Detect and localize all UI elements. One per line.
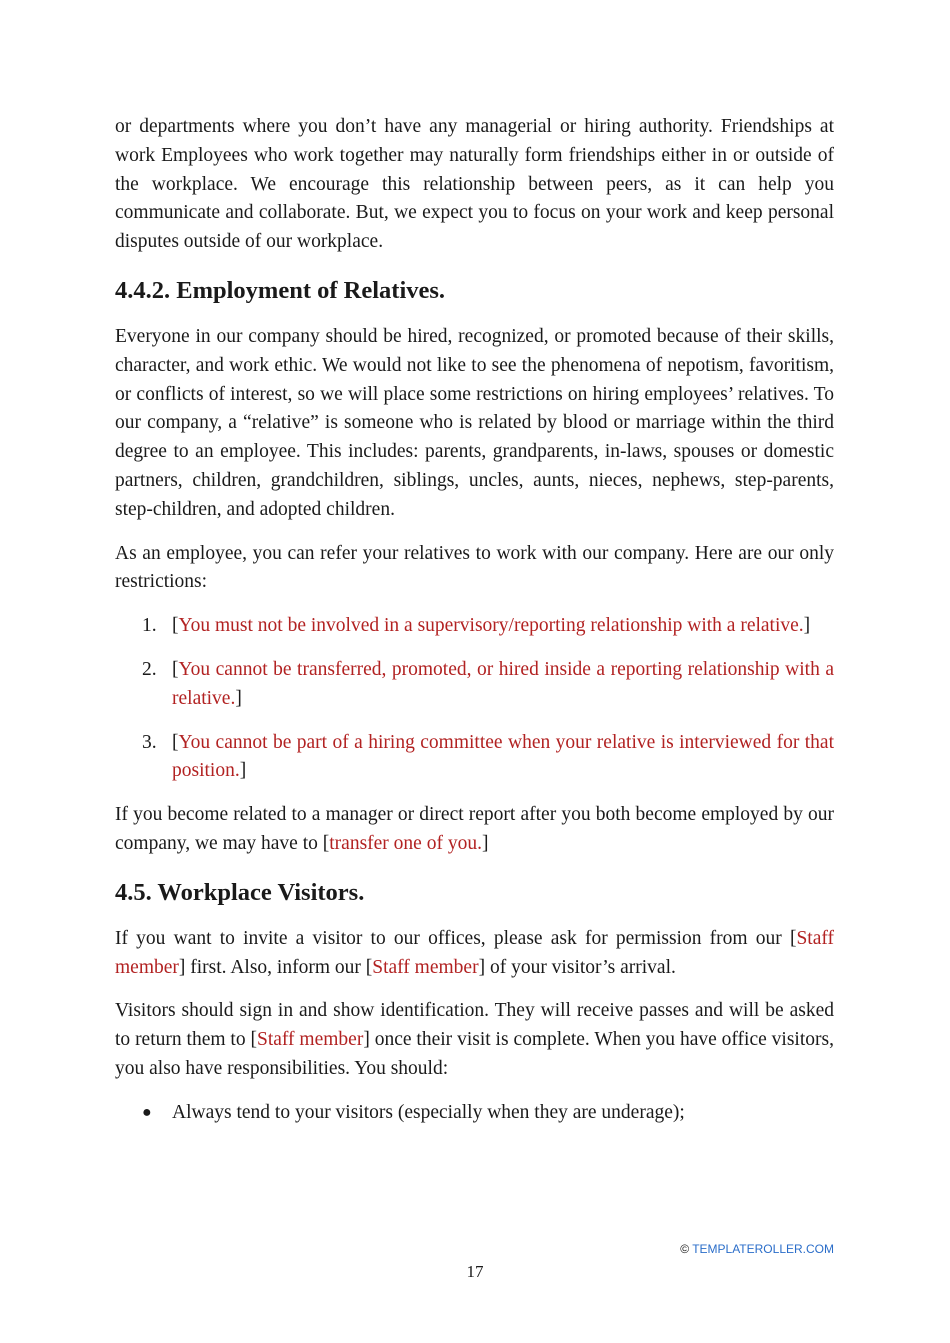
heading-workplace-visitors: 4.5. Workplace Visitors.	[115, 878, 365, 906]
visitor-text: ] of your visitor’s arrival.	[478, 956, 676, 978]
placeholder-staff-member: Staff member	[115, 927, 834, 978]
restriction-item	[115, 612, 834, 641]
brand-link[interactable]: TEMPLATEROLLER.COM	[692, 1242, 834, 1256]
restriction-item	[115, 729, 834, 787]
document-page	[115, 113, 834, 1128]
bracket-open: [	[172, 658, 179, 680]
bracket-close: ]	[235, 687, 242, 709]
responsibilities-list	[115, 1099, 834, 1128]
restrictions-list	[115, 612, 834, 786]
intro-paragraph: or departments where you don’t have any managerial or hiring authority. Friendships at work Employees who work together may naturally form friendships either in or outside of the workplace. We encourage this relationship between peers, as it can help you communicate and collaborate. But, we expect you to focus on your work and keep personal disputes outside of our workplace.	[115, 116, 834, 253]
restriction-text: You must not be involved in a supervisory/reporting relationship with a relative.	[178, 615, 804, 637]
bracket-close: ]	[239, 760, 247, 782]
list-number: 1.	[142, 615, 157, 637]
restriction-item	[115, 656, 834, 714]
heading-employment-of-relatives: 4.4.2. Employment of Relatives.	[115, 276, 446, 304]
bullet-text: Always tend to your visitors (especially when they are underage);	[172, 1101, 685, 1123]
placeholder-transfer: transfer one of you.	[329, 832, 482, 854]
restriction-text: You cannot be part of a hiring committee when your relative is interviewed for that position.	[172, 731, 834, 782]
list-number: 2.	[142, 658, 157, 680]
bullet-icon: ●	[142, 1103, 152, 1121]
bracket-close: ]	[481, 832, 489, 854]
visitor-text: If you want to invite a visitor to our offices, please ask for permission from our [	[115, 927, 797, 949]
footer-brand	[680, 1242, 834, 1256]
refer-paragraph: As an employee, you can refer your relatives to work with our company. Here are our only restrictions:	[115, 542, 834, 593]
list-number: 3.	[142, 731, 157, 753]
relatives-paragraph: Everyone in our company should be hired, recognized, or promoted because of their skills, character, and work ethic. We would not like to see the phenomena of nepotism, favoritism, or conflicts of interest, so we will place some restrictions on hiring employees’ relatives. To our company, a “relative” is someone who is related by blood or marriage within the third degree to an employee. This includes: parents, grandparents, in-laws, spouses or domestic partners, children, grandchildren, siblings, uncles, aunts, nieces, nephews, step-parents, step-children, and adopted children.	[115, 325, 834, 520]
page-number: 17	[466, 1262, 484, 1281]
visitor-text: Visitors should sign in and show identification. They will receive passes and will be asked to return them to [	[115, 1000, 834, 1051]
restriction-text: You cannot be transferred, promoted, or hired inside a reporting relationship with a relative.	[172, 658, 834, 709]
visitor-permission-paragraph	[115, 925, 834, 983]
visitor-text: ] once their visit is complete. When you have office visitors, you also have responsibilities. You should:	[115, 1029, 834, 1079]
bracket-open: [	[172, 615, 179, 637]
become-related-paragraph	[115, 801, 834, 859]
visitor-text: ] first. Also, inform our [	[178, 956, 373, 978]
bracket-close: ]	[803, 615, 811, 637]
bracket-open: [	[172, 731, 179, 753]
visitor-signin-paragraph	[115, 997, 834, 1083]
become-related-text: If you become related to a manager or direct report after you both become employed by our company, we may have to [	[115, 804, 834, 854]
bullet-item	[115, 1099, 834, 1128]
placeholder-staff-member: Staff member	[372, 956, 479, 978]
copyright-icon: ©	[680, 1242, 690, 1256]
placeholder-staff-member: Staff member	[256, 1029, 364, 1051]
